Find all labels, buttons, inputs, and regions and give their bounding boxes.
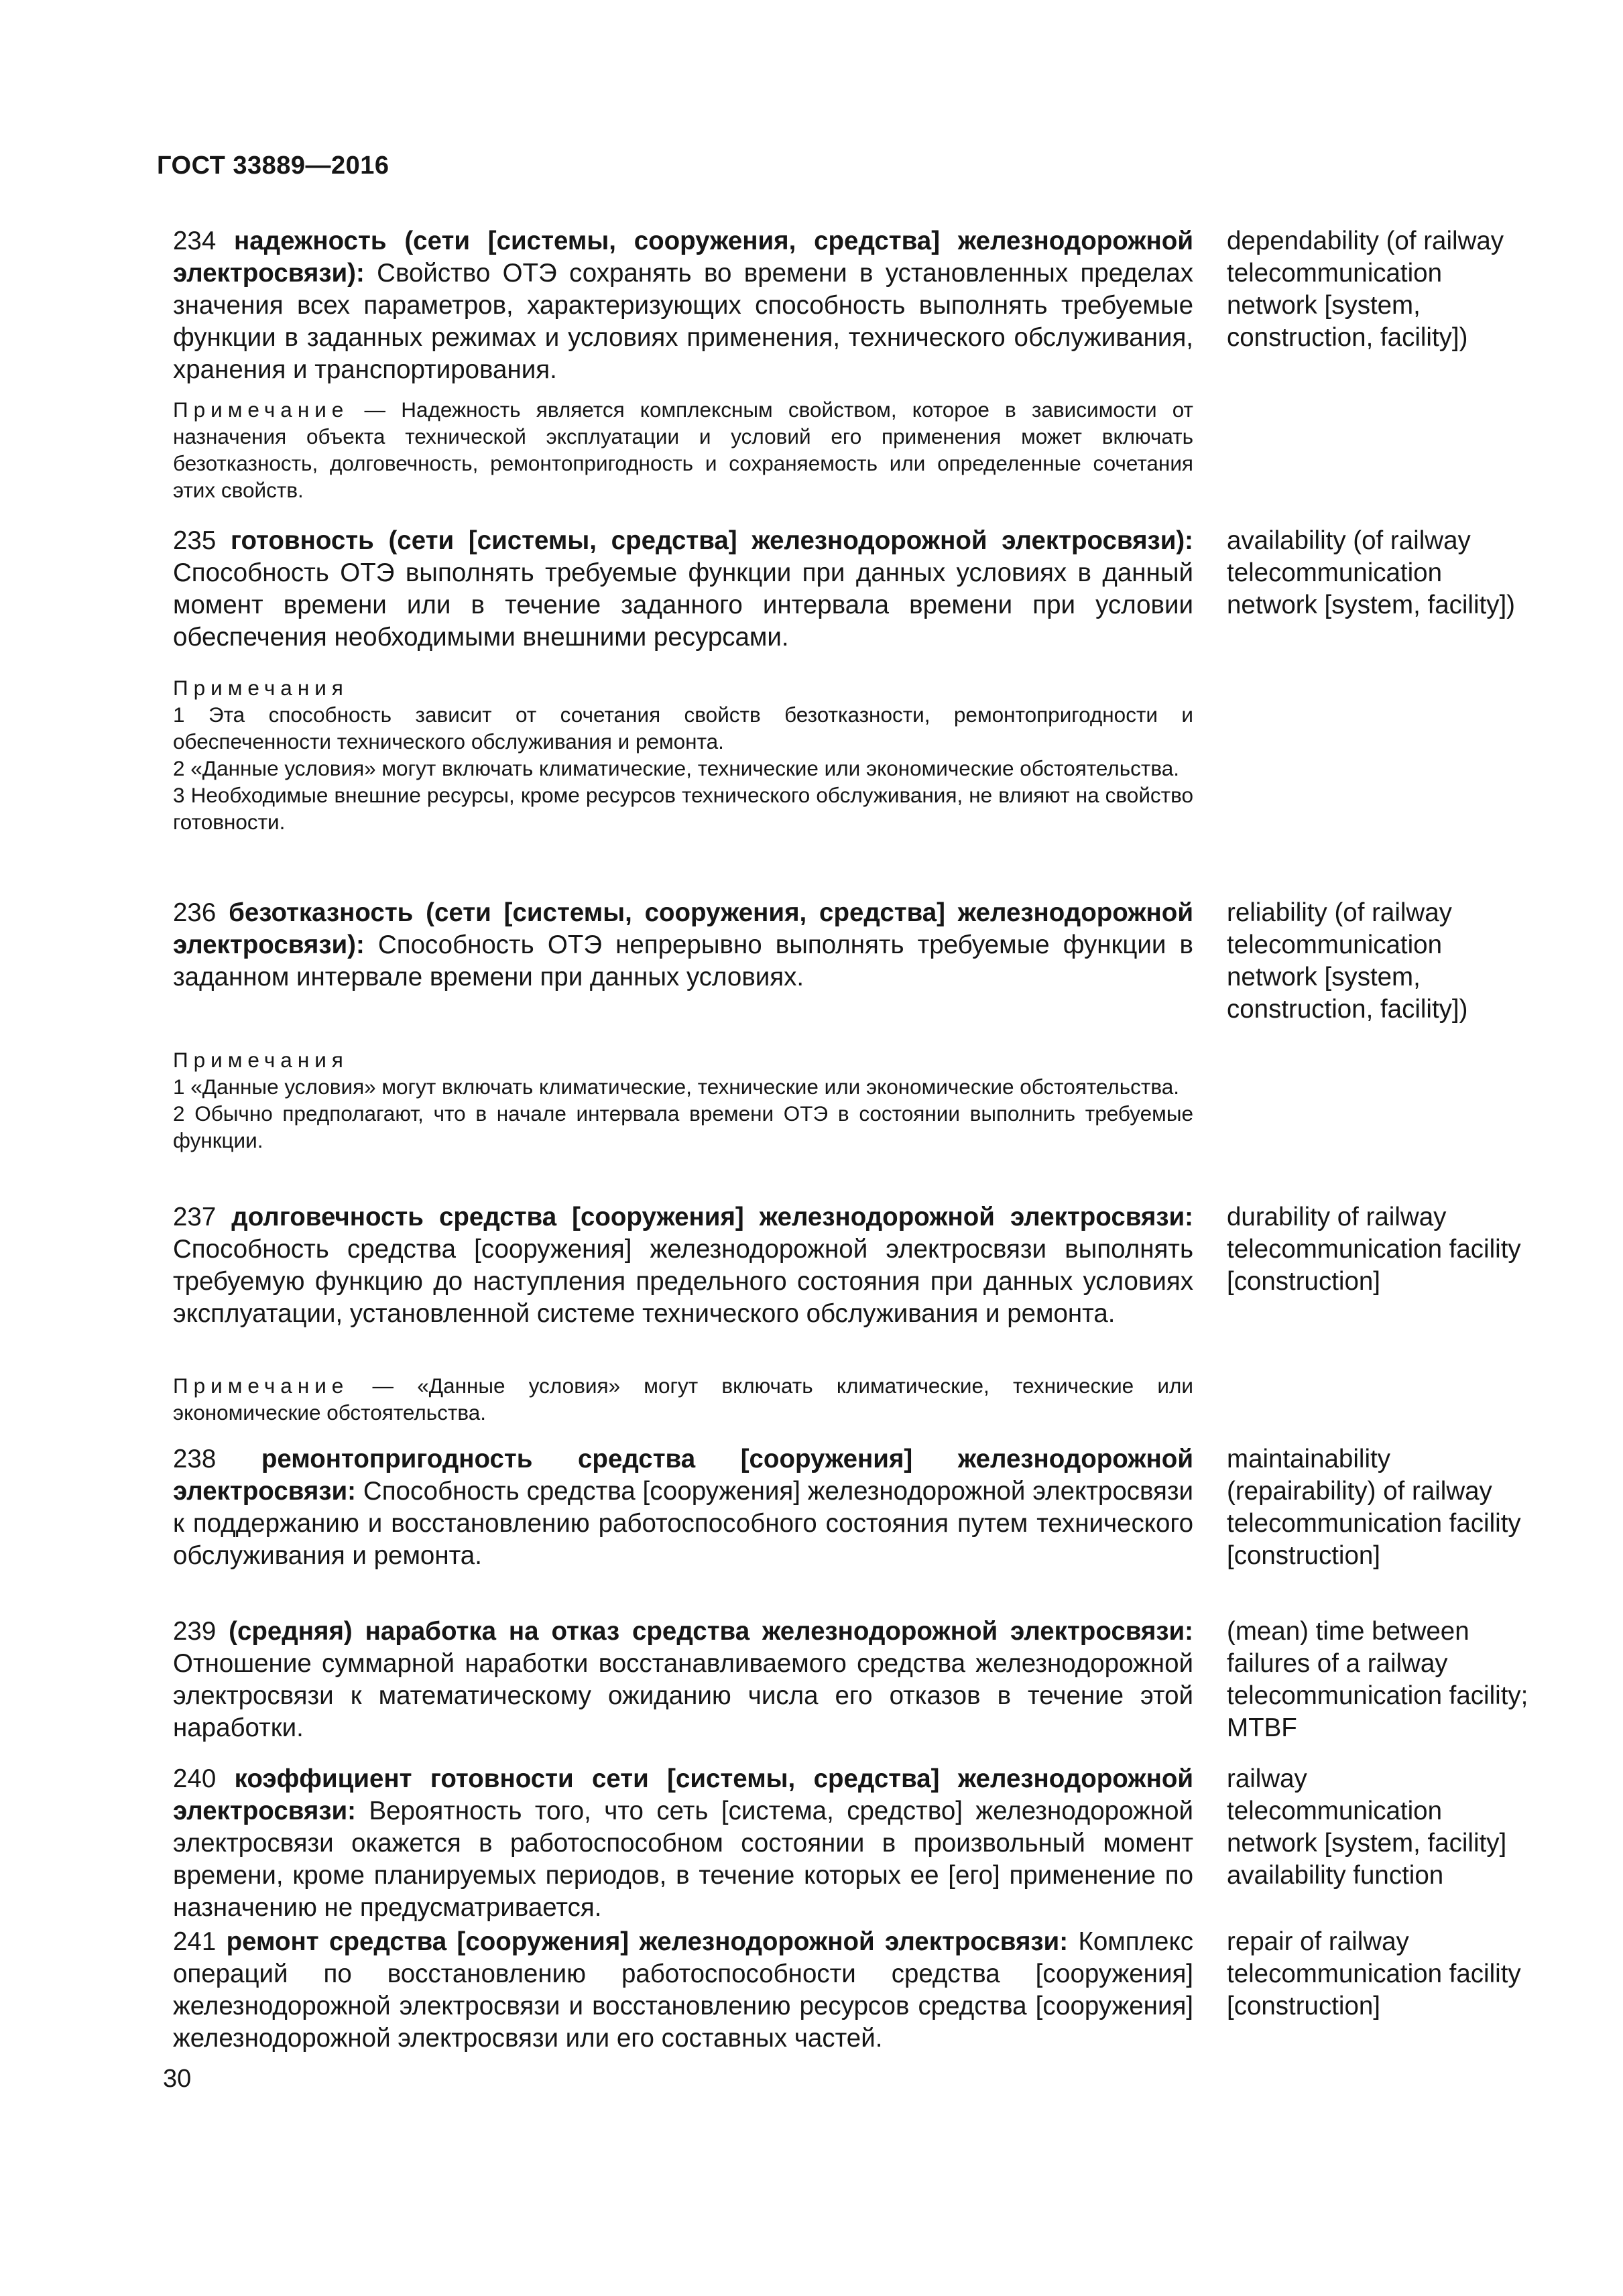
term-definition: Способность средства [сооружения] железнодорожной электросвязи к поддержанию и восстановлению работоспособного состояния путем технического обслуживания и ремонта. xyxy=(173,1477,1194,1570)
term-english: maintainability (repairability) of railway telecommunication facility [construction] xyxy=(1227,1445,1521,1570)
term-definition: Способность ОТЭ непрерывно выполнять требуемые функции в заданном интервале времени при данных условиях. xyxy=(173,930,1193,991)
term-notes xyxy=(173,674,1193,835)
note-item: 2 Обычно предполагают, что в начале интервала времени ОТЭ в состоянии выполнить требуемые функции. xyxy=(173,1101,1193,1152)
term-english: reliability (of railway telecommunication network [system, construction, facility]) xyxy=(1227,898,1468,1024)
term-name: надежность (сети [системы, сооружения, средства] железнодорожной электросвязи): xyxy=(173,227,1193,288)
term-definition: Вероятность того, что сеть [система, средство] железнодорожной электросвязи окажется в работоспособном состоянии в произвольный момент времени, кроме планируемых периодов, в течение которых ее [его] применение по назначению не предусматривается. xyxy=(173,1797,1193,1922)
page-number: 30 xyxy=(163,2065,192,2093)
term-english: (mean) time between failures of a railway telecommunication facility; MTBF xyxy=(1227,1617,1528,1742)
note-text: — Надежность является комплексным свойством, которое в зависимости от назначения объекта технической эксплуатации и условий его применения может включать безотказность, долговечность, ремонтопригодность и сохраняемость или определенные сочетания этих свойств. xyxy=(173,398,1193,502)
term-name: безотказность (сети [системы, сооружения, средства] железнодорожной электросвязи): xyxy=(173,898,1193,959)
term-english: dependability (of railway telecommunication network [system, construction, facility]) xyxy=(1227,227,1504,352)
term-definition: Комплекс операций по восстановлению работоспособности средства [сооружения] железнодорожной электросвязи и восстановлению ресурсов средства [сооружения] железнодорожной электросвязи или его составных частей. xyxy=(173,1927,1193,2053)
term-number: 238 xyxy=(173,1445,217,1473)
note-item: 1 Эта способность зависит от сочетания свойств безотказности, ремонтопригодности и обеспеченности технического обслуживания и ремонта. xyxy=(173,703,1193,753)
term-number: 240 xyxy=(173,1764,217,1793)
term-number: 236 xyxy=(173,898,217,927)
notes-label: Примечания xyxy=(173,1048,349,1072)
notes-label: Примечания xyxy=(173,676,349,700)
term-definition: Свойство ОТЭ сохранять во времени в установленных пределах значения всех параметров, характеризующих способность выполнять требуемые функции в заданных режимах и условиях применения, технического обслуживания, хранения и транспортирования. xyxy=(173,259,1193,384)
term-note xyxy=(173,1372,1193,1426)
term-main xyxy=(173,225,1193,386)
term-definition: Отношение суммарной наработки восстанавливаемого средства железнодорожной электросвязи к математическому ожиданию числа его отказов в течение этой наработки. xyxy=(173,1649,1193,1742)
note-item: 1 «Данные условия» могут включать климатические, технические или экономические обстоятельства. xyxy=(173,1075,1179,1099)
note-label: Примечание xyxy=(173,1374,349,1398)
term-name: ремонт средства [сооружения] железнодорожной электросвязи: xyxy=(226,1927,1069,1956)
term-english: repair of railway telecommunication facility [construction] xyxy=(1227,1927,1521,2020)
note-item: 3 Необходимые внешние ресурсы, кроме ресурсов технического обслуживания, не влияют на свойство готовности. xyxy=(173,783,1193,834)
term-main xyxy=(173,1201,1193,1330)
term-name: (средняя) наработка на отказ средства железнодорожной электросвязи: xyxy=(229,1617,1193,1646)
term-main xyxy=(173,525,1193,654)
term-name: ремонтопригодность средства [сооружения] железнодорожной электросвязи: xyxy=(173,1445,1193,1506)
term-english: durability of railway telecommunication facility [construction] xyxy=(1227,1203,1521,1296)
term-main xyxy=(173,1616,1193,1744)
note-label: Примечание xyxy=(173,398,349,422)
term-main xyxy=(173,1926,1193,2055)
term-name: коэффициент готовности сети [системы, средства] железнодорожной электросвязи: xyxy=(173,1764,1194,1825)
term-number: 235 xyxy=(173,526,217,555)
term-name: готовность (сети [системы, средства] железнодорожной электросвязи): xyxy=(230,526,1194,555)
term-definition: Способность ОТЭ выполнять требуемые функции при данных условиях в данный момент времени или в течение заданного интервала времени при условии обеспечения необходимыми внешними ресурсами. xyxy=(173,558,1193,652)
note-item: 2 «Данные условия» могут включать климатические, технические или экономические обстоятельства. xyxy=(173,756,1179,780)
term-number: 234 xyxy=(173,227,217,255)
term-definition: Способность средства [сооружения] железнодорожной электросвязи выполнять требуемую функцию до наступления предельного состояния при данных условиях эксплуатации, установленной системе технического обслуживания и ремонта. xyxy=(173,1235,1193,1328)
term-note xyxy=(173,396,1193,503)
term-main xyxy=(173,1763,1193,1924)
term-notes xyxy=(173,1046,1193,1154)
term-main xyxy=(173,897,1193,993)
term-english: railway telecommunication network [system, facility] availability function xyxy=(1227,1764,1507,1890)
document-header: ГОСТ 33889—2016 xyxy=(157,152,389,180)
term-number: 237 xyxy=(173,1203,217,1231)
term-number: 241 xyxy=(173,1927,217,1956)
term-main xyxy=(173,1443,1193,1572)
note-text: — «Данные условия» могут включать климатические, технические или экономические обстоятельства. xyxy=(173,1374,1193,1425)
term-name: долговечность средства [сооружения] железнодорожной электросвязи: xyxy=(231,1203,1193,1231)
term-number: 239 xyxy=(173,1617,217,1646)
term-english: availability (of railway telecommunication network [system, facility]) xyxy=(1227,526,1516,619)
